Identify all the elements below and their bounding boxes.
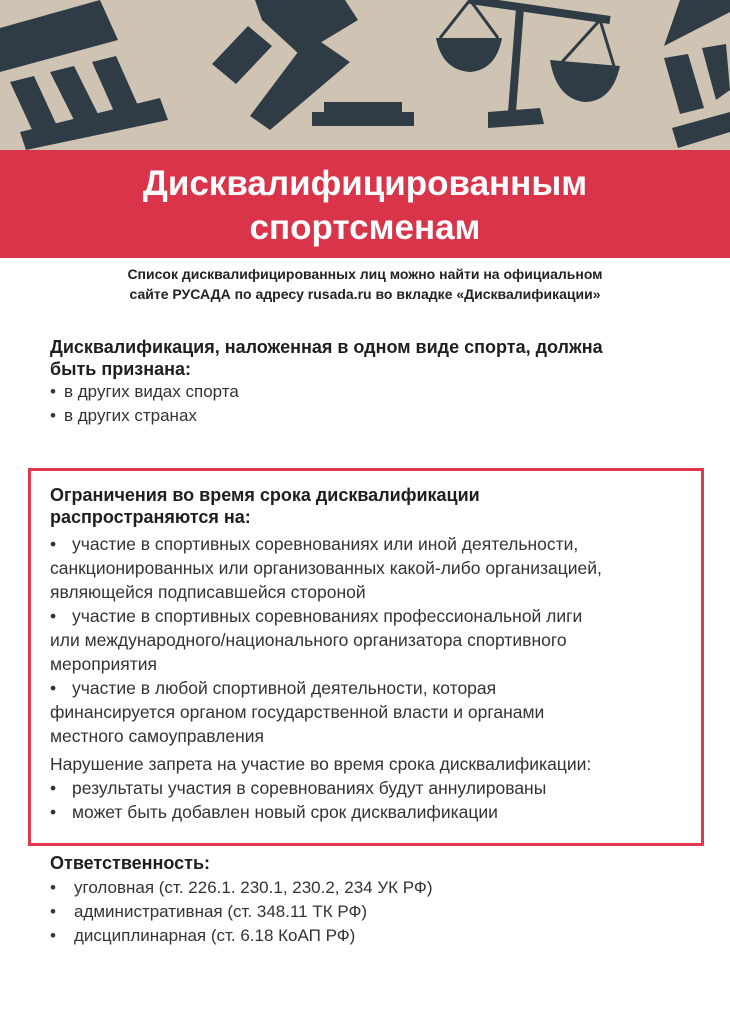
list-item bbox=[50, 800, 690, 824]
columns-icon bbox=[0, 0, 168, 150]
scales-icon bbox=[436, 0, 620, 128]
list-item-text: в других странах bbox=[64, 406, 197, 425]
restrictions-heading-line1: Ограничения во время срока дисквалификации bbox=[50, 485, 480, 505]
list-item-text: уголовная (ст. 226.1. 230.1, 230.2, 234 УК РФ) bbox=[74, 878, 433, 897]
banner-illustration bbox=[0, 0, 730, 150]
gavel-icon bbox=[212, 0, 414, 130]
list-item-text: участие в спортивных соревнованиях профессиональной лиги bbox=[72, 606, 583, 626]
columns-icon bbox=[664, 0, 730, 148]
list-item-text: участие в спортивных соревнованиях или иной деятельности, bbox=[72, 534, 579, 554]
subtitle-line2: сайте РУСАДА по адресу rusada.ru во вкладке «Дисквалификации» bbox=[129, 286, 601, 302]
list-item bbox=[50, 404, 690, 428]
bullet-icon: • bbox=[50, 678, 57, 698]
bullet-icon: • bbox=[50, 878, 56, 897]
bullet-icon: • bbox=[50, 802, 57, 822]
recognition-section bbox=[50, 336, 690, 428]
responsibility-section bbox=[50, 852, 690, 948]
header-banner bbox=[0, 0, 730, 150]
bullet-icon: • bbox=[50, 606, 57, 626]
list-item bbox=[50, 776, 690, 800]
list-item bbox=[50, 532, 690, 556]
list-item bbox=[50, 604, 690, 628]
page-title-line2: спортсменам bbox=[249, 208, 481, 247]
list-item-text: дисциплинарная (ст. 6.18 КоАП РФ) bbox=[74, 926, 356, 945]
responsibility-heading: Ответственность: bbox=[50, 853, 211, 873]
list-item bbox=[50, 876, 690, 900]
list-item-text: участие в любой спортивной деятельности, которая bbox=[72, 678, 497, 698]
bullet-icon: • bbox=[50, 382, 56, 401]
bullet-icon: • bbox=[50, 926, 56, 945]
list-item bbox=[50, 900, 690, 924]
recognition-heading-line1: Дисквалификация, наложенная в одном виде спорта, должна bbox=[50, 337, 603, 357]
list-item-continuation: финансируется органом государственной власти и органами bbox=[50, 702, 545, 722]
restrictions-section bbox=[50, 484, 690, 824]
list-item-text: может быть добавлен новый срок дисквалификации bbox=[72, 802, 498, 822]
list-item bbox=[50, 676, 690, 700]
subtitle-line1: Список дисквалифицированных лиц можно найти на официальном bbox=[127, 266, 603, 282]
list-item-continuation: мероприятия bbox=[50, 654, 157, 674]
recognition-heading-line2: быть признана: bbox=[50, 359, 192, 379]
bullet-icon: • bbox=[50, 902, 56, 921]
list-item-continuation: являющейся подписавшейся стороной bbox=[50, 582, 366, 602]
list-item-text: результаты участия в соревнованиях будут аннулированы bbox=[72, 778, 547, 798]
bullet-icon: • bbox=[50, 778, 57, 798]
page-title-line1: Дисквалифицированным bbox=[142, 164, 588, 203]
list-item-continuation: санкционированных или организованных какой-либо организацией, bbox=[50, 558, 602, 578]
list-item bbox=[50, 924, 690, 948]
list-item-continuation: или международного/национального организатора спортивного bbox=[50, 630, 567, 650]
restrictions-heading-line2: распространяются на: bbox=[50, 507, 251, 527]
list-item bbox=[50, 380, 690, 404]
list-item-text: в других видах спорта bbox=[64, 382, 239, 401]
subtitle bbox=[60, 264, 670, 304]
list-item-text: административная (ст. 348.11 ТК РФ) bbox=[74, 902, 368, 921]
bullet-icon: • bbox=[50, 406, 56, 425]
list-item-continuation: местного самоуправления bbox=[50, 726, 265, 746]
violation-heading: Нарушение запрета на участие во время срока дисквалификации: bbox=[50, 754, 592, 774]
title-band bbox=[0, 150, 730, 258]
bullet-icon: • bbox=[50, 534, 57, 554]
